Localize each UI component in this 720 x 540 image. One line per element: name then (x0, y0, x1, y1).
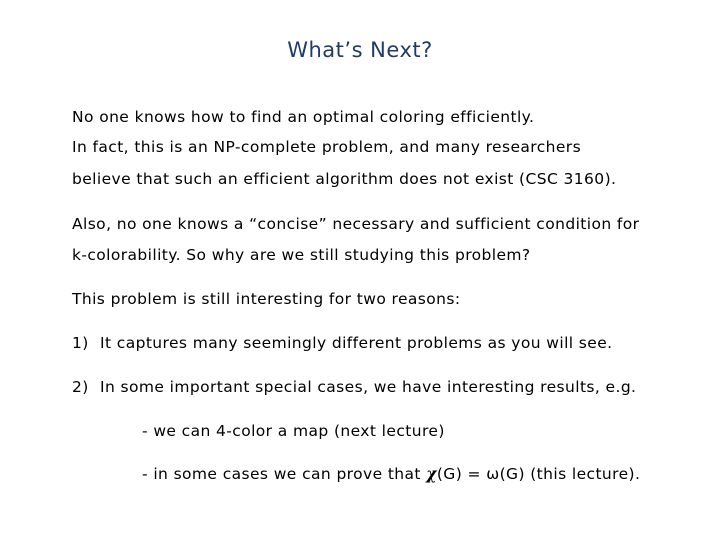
list-item-1 (72, 334, 612, 352)
paragraph-1-line-2: In fact, this is an NP-complete problem, and many researchers (72, 138, 582, 156)
paragraph-3-line-1: This problem is still interesting for two reasons: (72, 290, 461, 308)
sub-item-1: - we can 4-color a map (next lecture) (142, 422, 445, 440)
chi-symbol: χ (426, 464, 437, 483)
paragraph-2-line-1: Also, no one knows a “concise” necessary and sufficient condition for (72, 215, 640, 233)
paragraph-1-line-1: No one knows how to find an optimal coloring efficiently. (72, 108, 535, 126)
sub-item-2-suffix: (G) = ω(G) (this lecture). (436, 465, 641, 483)
paragraph-2-line-2: k-colorability. So why are we still studying this problem? (72, 246, 531, 264)
slide-title: What’s Next? (287, 38, 433, 62)
list-item-2 (72, 378, 636, 396)
list-item-1-text: It captures many seemingly different problems as you will see. (100, 334, 613, 352)
sub-item-2 (142, 464, 640, 483)
sub-item-2-prefix: - in some cases we can prove that (142, 465, 427, 483)
list-item-2-number: 2) (72, 378, 89, 396)
list-item-2-text: In some important special cases, we have interesting results, e.g. (100, 378, 637, 396)
list-item-1-number: 1) (72, 334, 89, 352)
paragraph-1-line-3: believe that such an efficient algorithm does not exist (CSC 3160). (72, 170, 617, 188)
